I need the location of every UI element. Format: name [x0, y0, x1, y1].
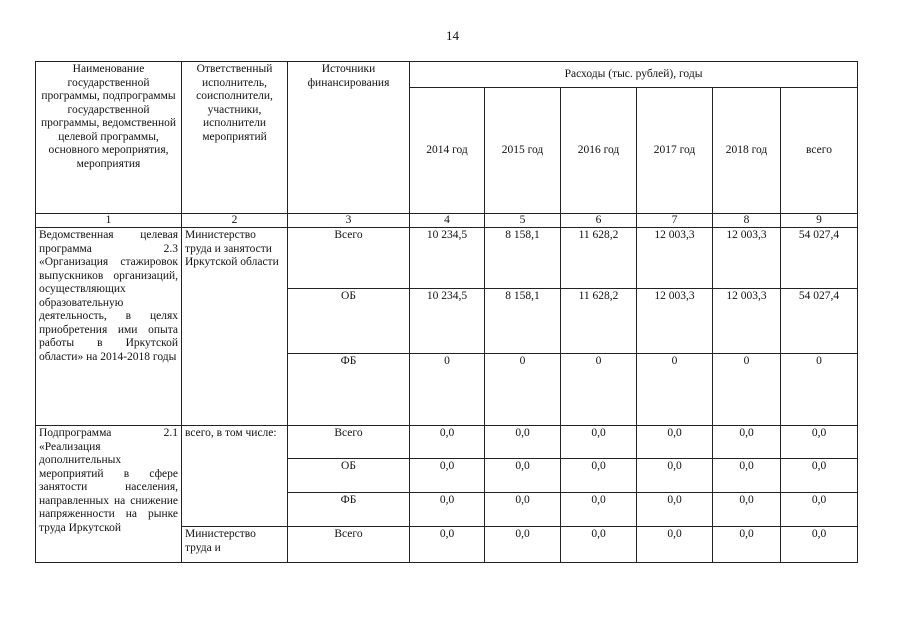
funding-source-cell: Всего — [288, 527, 410, 563]
value-cell: 0,0 — [713, 426, 781, 459]
value-cell: 0 — [713, 354, 781, 426]
value-cell: 0,0 — [410, 527, 485, 563]
column-number: 6 — [561, 214, 637, 228]
executor-all-cell: всего, в том числе: — [182, 426, 288, 527]
column-number: 4 — [410, 214, 485, 228]
value-cell: 0,0 — [637, 493, 713, 527]
budget-table — [35, 61, 858, 563]
value-cell: 0,0 — [637, 527, 713, 563]
column-number: 2 — [182, 214, 288, 228]
value-cell: 0,0 — [561, 527, 637, 563]
funding-source-cell: Всего — [288, 228, 410, 289]
value-cell: 0,0 — [713, 459, 781, 493]
value-cell: 0,0 — [637, 426, 713, 459]
value-cell: 0,0 — [410, 493, 485, 527]
header-program-name: Наименование государственной программы, подпрограммы государственной программы, ведомственной целевой программы, основного мероприятия, мероприятия — [36, 62, 182, 214]
funding-source-cell: ОБ — [288, 289, 410, 354]
header-year-2015: 2015 год — [485, 88, 561, 214]
column-number: 1 — [36, 214, 182, 228]
header-executor: Ответственный исполнитель, соисполнители, участники, исполнители мероприятий — [182, 62, 288, 214]
column-number: 3 — [288, 214, 410, 228]
table-row — [36, 426, 858, 459]
table-row — [36, 228, 858, 289]
value-cell: 0,0 — [410, 426, 485, 459]
value-cell: 0 — [561, 354, 637, 426]
column-numbers-row — [36, 214, 858, 228]
value-cell: 0 — [637, 354, 713, 426]
value-cell: 0 — [485, 354, 561, 426]
value-cell: 12 003,3 — [637, 289, 713, 354]
header-year-2018: 2018 год — [713, 88, 781, 214]
value-cell: 0,0 — [485, 527, 561, 563]
value-cell: 0,0 — [410, 459, 485, 493]
page-number: 14 — [446, 28, 459, 43]
value-cell: 54 027,4 — [781, 289, 858, 354]
header-expenses-group: Расходы (тыс. рублей), годы — [410, 62, 858, 88]
executor-cell: Министерство труда и занятости Иркутской области — [182, 228, 288, 426]
value-cell: 54 027,4 — [781, 228, 858, 289]
value-cell: 12 003,3 — [713, 289, 781, 354]
value-cell: 0,0 — [485, 493, 561, 527]
value-cell: 11 628,2 — [561, 289, 637, 354]
value-cell: 0,0 — [713, 493, 781, 527]
value-cell: 0,0 — [781, 527, 858, 563]
column-number: 5 — [485, 214, 561, 228]
header-year-2017: 2017 год — [637, 88, 713, 214]
value-cell: 10 234,5 — [410, 228, 485, 289]
value-cell: 0 — [410, 354, 485, 426]
header-funding-source: Источники финансирования — [288, 62, 410, 214]
header-row-1 — [36, 62, 858, 88]
value-cell: 12 003,3 — [637, 228, 713, 289]
value-cell: 12 003,3 — [713, 228, 781, 289]
value-cell: 0,0 — [781, 493, 858, 527]
value-cell: 0,0 — [561, 459, 637, 493]
value-cell: 0,0 — [485, 426, 561, 459]
subprogram-name-cell: Подпрограмма 2.1 «Реализация дополнительных мероприятий в сфере занятости населения, направленных на снижение напряженности на рынке труда Иркутской — [36, 426, 182, 563]
executor-ministry-cell: Министерство труда и — [182, 527, 288, 563]
header-year-2014: 2014 год — [410, 88, 485, 214]
column-number: 8 — [713, 214, 781, 228]
column-number: 7 — [637, 214, 713, 228]
funding-source-cell: ФБ — [288, 493, 410, 527]
value-cell: 0 — [781, 354, 858, 426]
funding-source-cell: Всего — [288, 426, 410, 459]
funding-source-cell: ФБ — [288, 354, 410, 426]
value-cell: 0,0 — [561, 493, 637, 527]
value-cell: 0,0 — [713, 527, 781, 563]
column-number: 9 — [781, 214, 858, 228]
value-cell: 0,0 — [637, 459, 713, 493]
program-name-cell: Ведомственная целевая программа 2.3 «Организация стажировок выпускников организаций, осуществляющих образовательную деятельность, в целях приобретения ими опыта работы в Иркутской области» на 2014-2018 годы — [36, 228, 182, 426]
value-cell: 11 628,2 — [561, 228, 637, 289]
value-cell: 8 158,1 — [485, 289, 561, 354]
value-cell: 0,0 — [561, 426, 637, 459]
value-cell: 8 158,1 — [485, 228, 561, 289]
value-cell: 0,0 — [781, 426, 858, 459]
funding-source-cell: ОБ — [288, 459, 410, 493]
value-cell: 0,0 — [781, 459, 858, 493]
value-cell: 0,0 — [485, 459, 561, 493]
header-total: всего — [781, 88, 858, 214]
value-cell: 10 234,5 — [410, 289, 485, 354]
header-year-2016: 2016 год — [561, 88, 637, 214]
